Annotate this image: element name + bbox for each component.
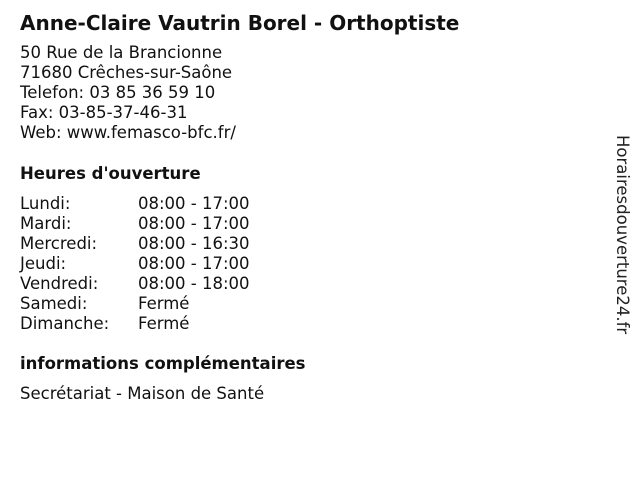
additional-info-heading: informations complémentaires <box>20 354 306 373</box>
hours-value: 08:00 - 17:00 <box>138 194 250 213</box>
day-label: Dimanche: <box>20 314 110 333</box>
website: Web: www.femasco-bfc.fr/ <box>20 123 236 142</box>
opening-hours-table <box>20 194 280 334</box>
opening-hours-heading: Heures d'ouverture <box>20 164 201 183</box>
additional-info-text: Secrétariat - Maison de Santé <box>20 384 265 403</box>
hours-value: 08:00 - 16:30 <box>138 234 250 253</box>
day-label: Jeudi: <box>20 254 67 273</box>
hours-value: 08:00 - 18:00 <box>138 274 250 293</box>
day-label: Samedi: <box>20 294 88 313</box>
hours-row-friday <box>20 274 280 294</box>
day-label: Lundi: <box>20 194 71 213</box>
hours-value: 08:00 - 17:00 <box>138 254 250 273</box>
day-label: Mardi: <box>20 214 72 233</box>
contact-details <box>20 43 236 143</box>
business-name: Anne-Claire Vautrin Borel - Orthoptiste <box>20 11 460 35</box>
hours-value: Fermé <box>138 314 190 333</box>
hours-value: 08:00 - 17:00 <box>138 214 250 233</box>
hours-row-wednesday <box>20 234 280 254</box>
site-watermark: Horairesdouverture24.fr <box>613 135 632 335</box>
hours-row-saturday <box>20 294 280 314</box>
address-city: 71680 Crêches-sur-Saône <box>20 63 233 82</box>
hours-row-thursday <box>20 254 280 274</box>
hours-row-sunday <box>20 314 280 334</box>
address-street: 50 Rue de la Brancionne <box>20 43 223 62</box>
day-label: Vendredi: <box>20 274 99 293</box>
hours-value: Fermé <box>138 294 190 313</box>
hours-row-monday <box>20 194 280 214</box>
fax-number: Fax: 03-85-37-46-31 <box>20 103 188 122</box>
hours-row-tuesday <box>20 214 280 234</box>
day-label: Mercredi: <box>20 234 98 253</box>
phone-number: Telefon: 03 85 36 59 10 <box>20 83 216 102</box>
